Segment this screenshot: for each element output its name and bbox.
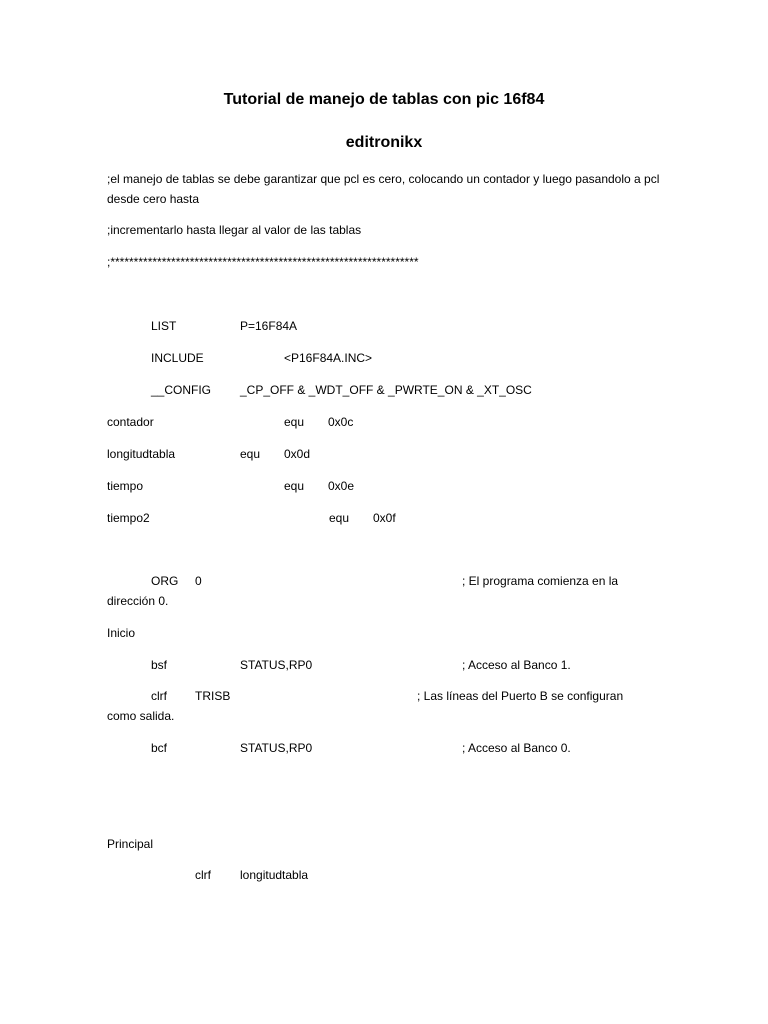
equate-contador-label: contador (107, 415, 154, 429)
org-keyword: ORG (151, 574, 179, 588)
org-comment: ; El programa comienza en la (462, 574, 619, 588)
clrf-trisb-comment-continued: como salida. (107, 709, 175, 723)
bcf-op: bcf (151, 741, 168, 755)
inicio-label: Inicio (107, 626, 136, 640)
equate-tiempo-label: tiempo (107, 479, 144, 493)
org-comment-continued: dirección 0. (107, 594, 169, 608)
intro-line-2: ;incrementarlo hasta llegar al valor de las tablas (107, 223, 362, 237)
include-keyword: INCLUDE (151, 351, 204, 365)
principal-clrf-op: clrf (195, 868, 211, 882)
principal-label: Principal (107, 837, 154, 851)
org-value: 0 (195, 574, 202, 588)
equate-tiempo-value: 0x0e (328, 479, 355, 493)
bsf-arg: STATUS,RP0 (240, 658, 313, 672)
clrf-trisb-arg: TRISB (195, 689, 231, 703)
principal-clrf-arg: longitudtabla (240, 868, 309, 882)
equate-longitudtabla-label: longitudtabla (107, 447, 176, 461)
document-title: Tutorial de manejo de tablas con pic 16f84 (223, 91, 545, 108)
document-author: editronikx (345, 134, 423, 151)
equate-tiempo2-value: 0x0f (373, 511, 396, 525)
list-value: P=16F84A (240, 319, 298, 333)
bcf-arg: STATUS,RP0 (240, 741, 313, 755)
bsf-comment: ; Acceso al Banco 1. (462, 658, 571, 672)
config-value: _CP_OFF & _WDT_OFF & _PWRTE_ON & _XT_OSC (240, 383, 532, 397)
list-keyword: LIST (151, 319, 177, 333)
config-keyword: __CONFIG (151, 383, 212, 397)
include-value: <P16F84A.INC> (284, 351, 373, 365)
equate-tiempo2-op: equ (329, 511, 350, 525)
intro-line-1: ;el manejo de tablas se debe garantizar que pcl es cero, colocando un contador y luego pasandolo a pcl desde cero hasta (107, 172, 660, 206)
equate-tiempo-op: equ (284, 479, 305, 493)
bcf-comment: ; Acceso al Banco 0. (462, 741, 571, 755)
equate-longitudtabla-op: equ (240, 447, 261, 461)
equate-longitudtabla-value: 0x0d (284, 447, 311, 461)
bsf-op: bsf (151, 658, 168, 672)
intro-separator: ;****************************************************************** (107, 255, 419, 269)
equate-contador-op: equ (284, 415, 305, 429)
clrf-trisb-op: clrf (151, 689, 167, 703)
clrf-trisb-comment: ; Las líneas del Puerto B se configuran (417, 689, 624, 703)
equate-tiempo2-label: tiempo2 (107, 511, 150, 525)
equate-contador-value: 0x0c (328, 415, 354, 429)
